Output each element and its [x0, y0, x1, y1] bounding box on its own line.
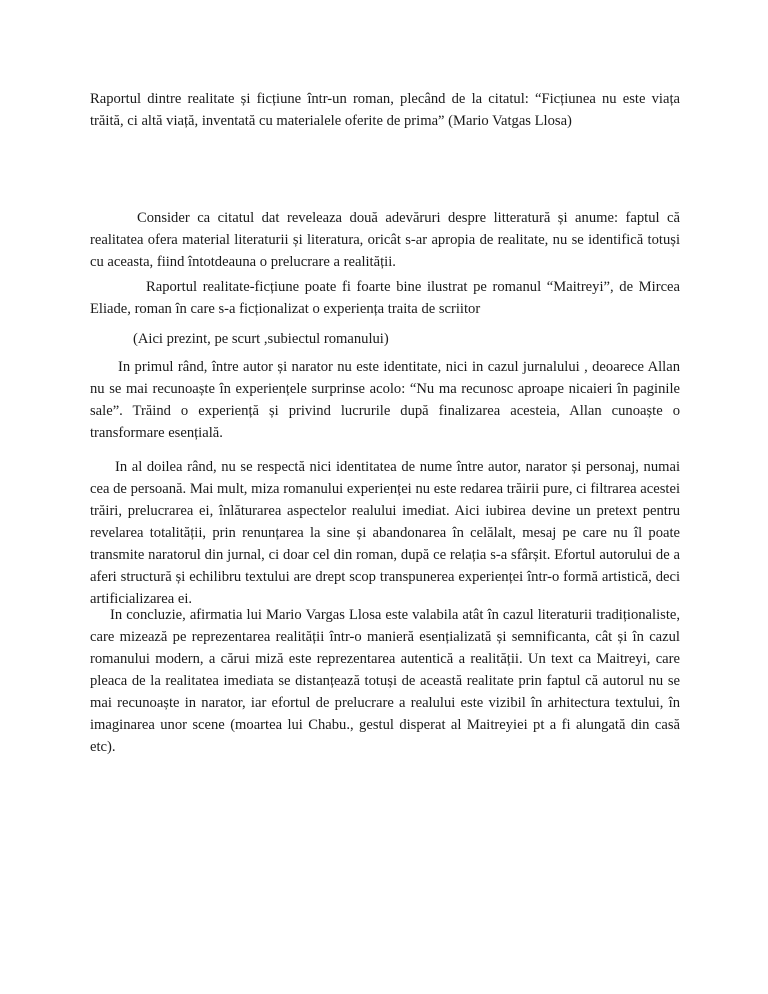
paragraph-thesis: Consider ca citatul dat reveleaza două adevăruri despre litteratură și anume: faptul că realitatea ofera material literaturii și literatura, oricât s-ar apropia de realitate, nu se identifică totuși cu aceasta, fiind întotdeauna o prelucrare a realității.: [90, 210, 680, 270]
paragraph-summary-note: (Aici prezint, pe scurt ,subiectul romanului): [133, 331, 389, 347]
paragraph-first-argument: In primul rând, între autor și narator nu este identitate, nici in cazul jurnalului , deoarece Allan nu se mai recunoaște în experiențele surprinse acolo: “Nu ma recunosc aproape nicaieri în paginile sale”. Trăind o experiență și privind lucrurile după finalizarea acesteia, Allan cunoaște o transformare esențială.: [90, 359, 680, 441]
essay-title: Raportul dintre realitate și ficțiune într-un roman, plecând de la citatul: “Ficțiunea nu este viața trăită, ci altă viață, inventată cu materialele oferite de prima” (Mario Vatgas Llosa): [90, 91, 680, 129]
paragraph-novel-intro: Raportul realitate-ficțiune poate fi foarte bine ilustrat pe romanul “Maitreyi”, de Mircea Eliade, roman în care s-a ficționalizat o experiența traita de scriitor: [90, 279, 680, 317]
paragraph-second-argument: In al doilea rând, nu se respectă nici identitatea de nume între autor, narator și personaj, numai cea de persoană. Mai mult, miza romanului experienței nu este redarea trăirii pure, ci filtrarea acestei trăiri, prelucrarea ei, înlăturarea aspectelor realului imediat. Aici iubirea devine un pretext pentru revelarea totalității, prin renunțarea la sine și abandonarea în celălalt, mesaj pe care nu îl poate transmite naratorul din jurnal, ci doar cel din roman, după ce relația s-a sfârșit. Efortul autorului de a aferi structură și echilibru textului are drept scop transpunerea experienței într-o formă artistică, deci artificializarea ei.: [90, 459, 680, 607]
paragraph-conclusion: In concluzie, afirmatia lui Mario Vargas Llosa este valabila atât în cazul literaturii tradiționaliste, care mizează pe reprezentarea realității într-o manieră esențializată și semnificanta, cât și în cazul romanului modern, a cărui miză este reprezentarea autentică a realității. Un text ca Maitreyi, care pleaca de la realitatea imediata se distanțează totuși de această realitate prin faptul că autorul nu se mai recunoaște in narator, iar efortul de prelucrare a realului este vizibil în arhitectura textului, în imaginarea unor scene (moartea lui Chabu., gestul disperat al Maitreyiei pt a fi alungată din casă etc).: [90, 607, 680, 755]
